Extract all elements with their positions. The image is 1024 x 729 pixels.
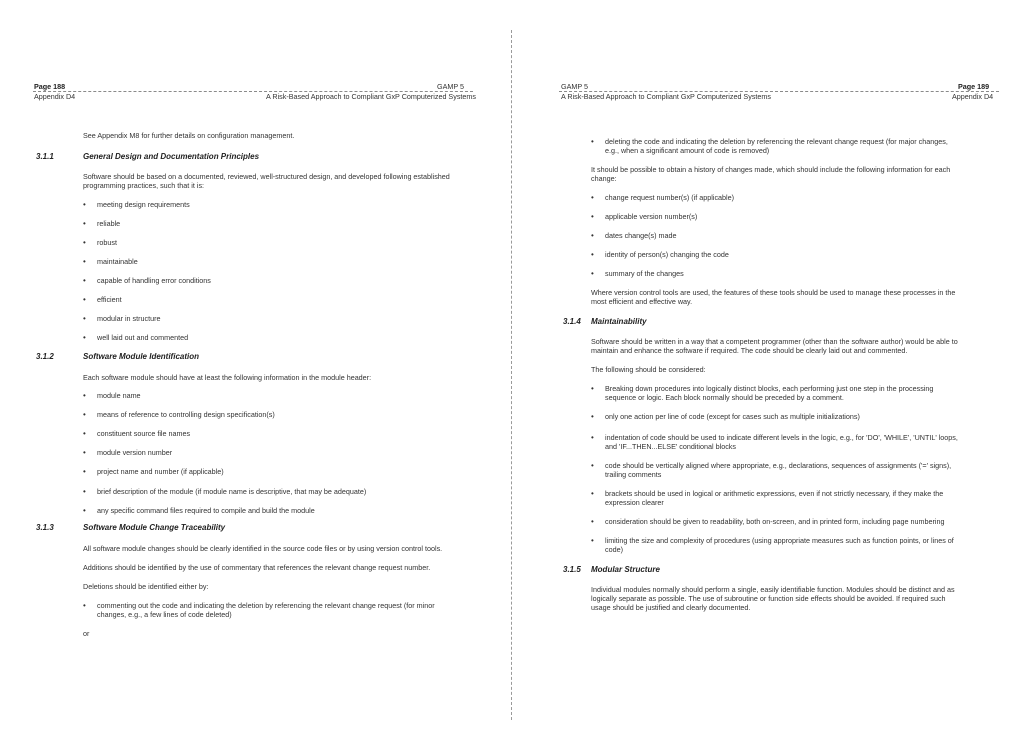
list-item: capable of handling error conditions bbox=[97, 276, 211, 285]
list-item-continuation: expression clearer bbox=[605, 498, 664, 507]
page-number: Page 189 bbox=[958, 82, 990, 91]
intro-text: See Appendix M8 for further details on configuration management. bbox=[83, 131, 295, 140]
list-item: applicable version number(s) bbox=[605, 212, 698, 221]
paragraph: Software should be written in a way that a competent programmer (other than the software author) would be able to bbox=[591, 337, 958, 346]
section-number: 3.1.3 bbox=[36, 523, 54, 532]
paragraph: Each software module should have at least the following information in the module header: bbox=[83, 373, 372, 382]
paragraph: Individual modules normally should perform a single, easily identifiable function. Modules should be distinct and as bbox=[591, 585, 955, 594]
section-title: Modular Structure bbox=[591, 565, 660, 574]
appendix-label: Appendix D4 bbox=[952, 92, 994, 101]
list-item: summary of the changes bbox=[605, 269, 684, 278]
list-item: maintainable bbox=[97, 257, 138, 266]
paragraph: Additions should be identified by the use of commentary that references the relevant change request number. bbox=[83, 563, 431, 572]
bullet-mark: • bbox=[83, 429, 86, 438]
bullet-mark: • bbox=[591, 231, 594, 240]
paragraph: logically separate as possible. The use of subroutine or function side effects should be avoided. If required such bbox=[591, 594, 946, 603]
paragraph: usage should be justified and clearly documented. bbox=[591, 603, 751, 612]
list-item: limiting the size and complexity of procedures (using appropriate measures such as function points, or lines of bbox=[605, 536, 954, 545]
list-item-continuation: sequence or logic. Each block normally should be preceded by a comment. bbox=[605, 393, 844, 402]
bullet-mark: • bbox=[591, 517, 594, 526]
paragraph: Software should be based on a documented, reviewed, well-structured design, and developed following established bbox=[83, 172, 450, 181]
right-page bbox=[512, 0, 1024, 729]
appendix-label: Appendix D4 bbox=[34, 92, 76, 101]
bullet-mark: • bbox=[83, 314, 86, 323]
bullet-mark: • bbox=[591, 250, 594, 259]
paragraph: Where version control tools are used, the features of these tools should be used to manage these processes in the bbox=[591, 288, 956, 297]
list-item-continuation: e.g., when a significant amount of code is removed) bbox=[605, 146, 770, 155]
list-item: brief description of the module (if module name is descriptive, that may be adequate) bbox=[97, 487, 367, 496]
list-item: dates change(s) made bbox=[605, 231, 677, 240]
list-item: project name and number (if applicable) bbox=[97, 467, 224, 476]
bullet-mark: • bbox=[591, 193, 594, 202]
list-item: Breaking down procedures into logically distinct blocks, each performing just one step in the processing bbox=[605, 384, 934, 393]
section-number: 3.1.4 bbox=[563, 317, 581, 326]
paragraph: change: bbox=[591, 174, 617, 183]
bullet-mark: • bbox=[591, 384, 594, 393]
list-item-continuation: code) bbox=[605, 545, 623, 554]
list-item: change request number(s) (if applicable) bbox=[605, 193, 735, 202]
bullet-mark: • bbox=[83, 391, 86, 400]
list-item: brackets should be used in logical or arithmetic expressions, even if not strictly necessary, if they make the bbox=[605, 489, 944, 498]
bullet-mark: • bbox=[591, 433, 594, 442]
bullet-mark: • bbox=[83, 487, 86, 496]
list-item: modular in structure bbox=[97, 314, 161, 323]
paragraph: maintain and enhance the software if required. The code should be clearly laid out and commented. bbox=[591, 346, 908, 355]
list-item: code should be vertically aligned where appropriate, e.g., declarations, sequences of assignments ('=' signs), bbox=[605, 461, 952, 470]
bullet-mark: • bbox=[83, 601, 86, 610]
list-item: meeting design requirements bbox=[97, 200, 190, 209]
list-item-continuation: trailing comments bbox=[605, 470, 662, 479]
list-item: module name bbox=[97, 391, 141, 400]
bullet-mark: • bbox=[83, 333, 86, 342]
paragraph: Deletions should be identified either by: bbox=[83, 582, 209, 591]
header-gamp: GAMP 5 bbox=[437, 82, 465, 91]
paragraph: programming practices, such that it is: bbox=[83, 181, 205, 190]
section-title: General Design and Documentation Principles bbox=[83, 152, 260, 161]
or-text: or bbox=[83, 629, 90, 638]
bullet-mark: • bbox=[83, 257, 86, 266]
list-item: reliable bbox=[97, 219, 121, 228]
header-subtitle: A Risk-Based Approach to Compliant GxP Computerized Systems bbox=[561, 92, 771, 101]
paragraph: most efficient and effective way. bbox=[591, 297, 693, 306]
bullet-mark: • bbox=[83, 276, 86, 285]
paragraph: All software module changes should be clearly identified in the source code files or by using version control tools. bbox=[83, 544, 443, 553]
bullet-mark: • bbox=[83, 506, 86, 515]
section-title: Software Module Identification bbox=[83, 352, 200, 361]
header-gamp: GAMP 5 bbox=[561, 82, 589, 91]
list-item: consideration should be given to readability, both on-screen, and in printed form, including page numbering bbox=[605, 517, 945, 526]
bullet-mark: • bbox=[83, 448, 86, 457]
list-item-continuation: and 'IF...THEN...ELSE' conditional blocks bbox=[605, 442, 736, 451]
list-item: deleting the code and indicating the deletion by referencing the relevant change request (for major changes, bbox=[605, 137, 948, 146]
section-number: 3.1.5 bbox=[563, 565, 581, 574]
bullet-mark: • bbox=[591, 137, 594, 146]
header-subtitle: A Risk-Based Approach to Compliant GxP Computerized Systems bbox=[266, 92, 476, 101]
bullet-mark: • bbox=[83, 219, 86, 228]
list-item-continuation: changes, e.g., a few lines of code deleted) bbox=[97, 610, 232, 619]
section-title: Software Module Change Traceability bbox=[83, 523, 226, 532]
list-item: only one action per line of code (except for cases such as multiple initializations) bbox=[605, 412, 860, 421]
list-item: any specific command files required to compile and build the module bbox=[97, 506, 315, 515]
list-item: indentation of code should be used to indicate different levels in the logic, e.g., for 'DO', 'WHILE', 'UNTIL' loops, bbox=[605, 433, 958, 442]
bullet-mark: • bbox=[591, 412, 594, 421]
bullet-mark: • bbox=[83, 200, 86, 209]
paragraph: The following should be considered: bbox=[591, 365, 706, 374]
bullet-mark: • bbox=[83, 410, 86, 419]
bullet-mark: • bbox=[83, 467, 86, 476]
bullet-mark: • bbox=[83, 295, 86, 304]
list-item: constituent source file names bbox=[97, 429, 191, 438]
bullet-mark: • bbox=[591, 536, 594, 545]
section-number: 3.1.2 bbox=[36, 352, 54, 361]
list-item: means of reference to controlling design specification(s) bbox=[97, 410, 275, 419]
bullet-mark: • bbox=[591, 212, 594, 221]
bullet-mark: • bbox=[591, 461, 594, 470]
section-number: 3.1.1 bbox=[36, 152, 54, 161]
section-title: Maintainability bbox=[591, 317, 647, 326]
list-item: commenting out the code and indicating the deletion by referencing the relevant change request (for minor bbox=[97, 601, 435, 610]
paragraph: It should be possible to obtain a history of changes made, which should include the following information for each bbox=[591, 165, 951, 174]
page-number: Page 188 bbox=[34, 82, 66, 91]
list-item: identity of person(s) changing the code bbox=[605, 250, 729, 259]
bullet-mark: • bbox=[591, 269, 594, 278]
bullet-mark: • bbox=[83, 238, 86, 247]
list-item: robust bbox=[97, 238, 117, 247]
bullet-mark: • bbox=[591, 489, 594, 498]
list-item: module version number bbox=[97, 448, 173, 457]
list-item: efficient bbox=[97, 295, 122, 304]
list-item: well laid out and commented bbox=[97, 333, 189, 342]
